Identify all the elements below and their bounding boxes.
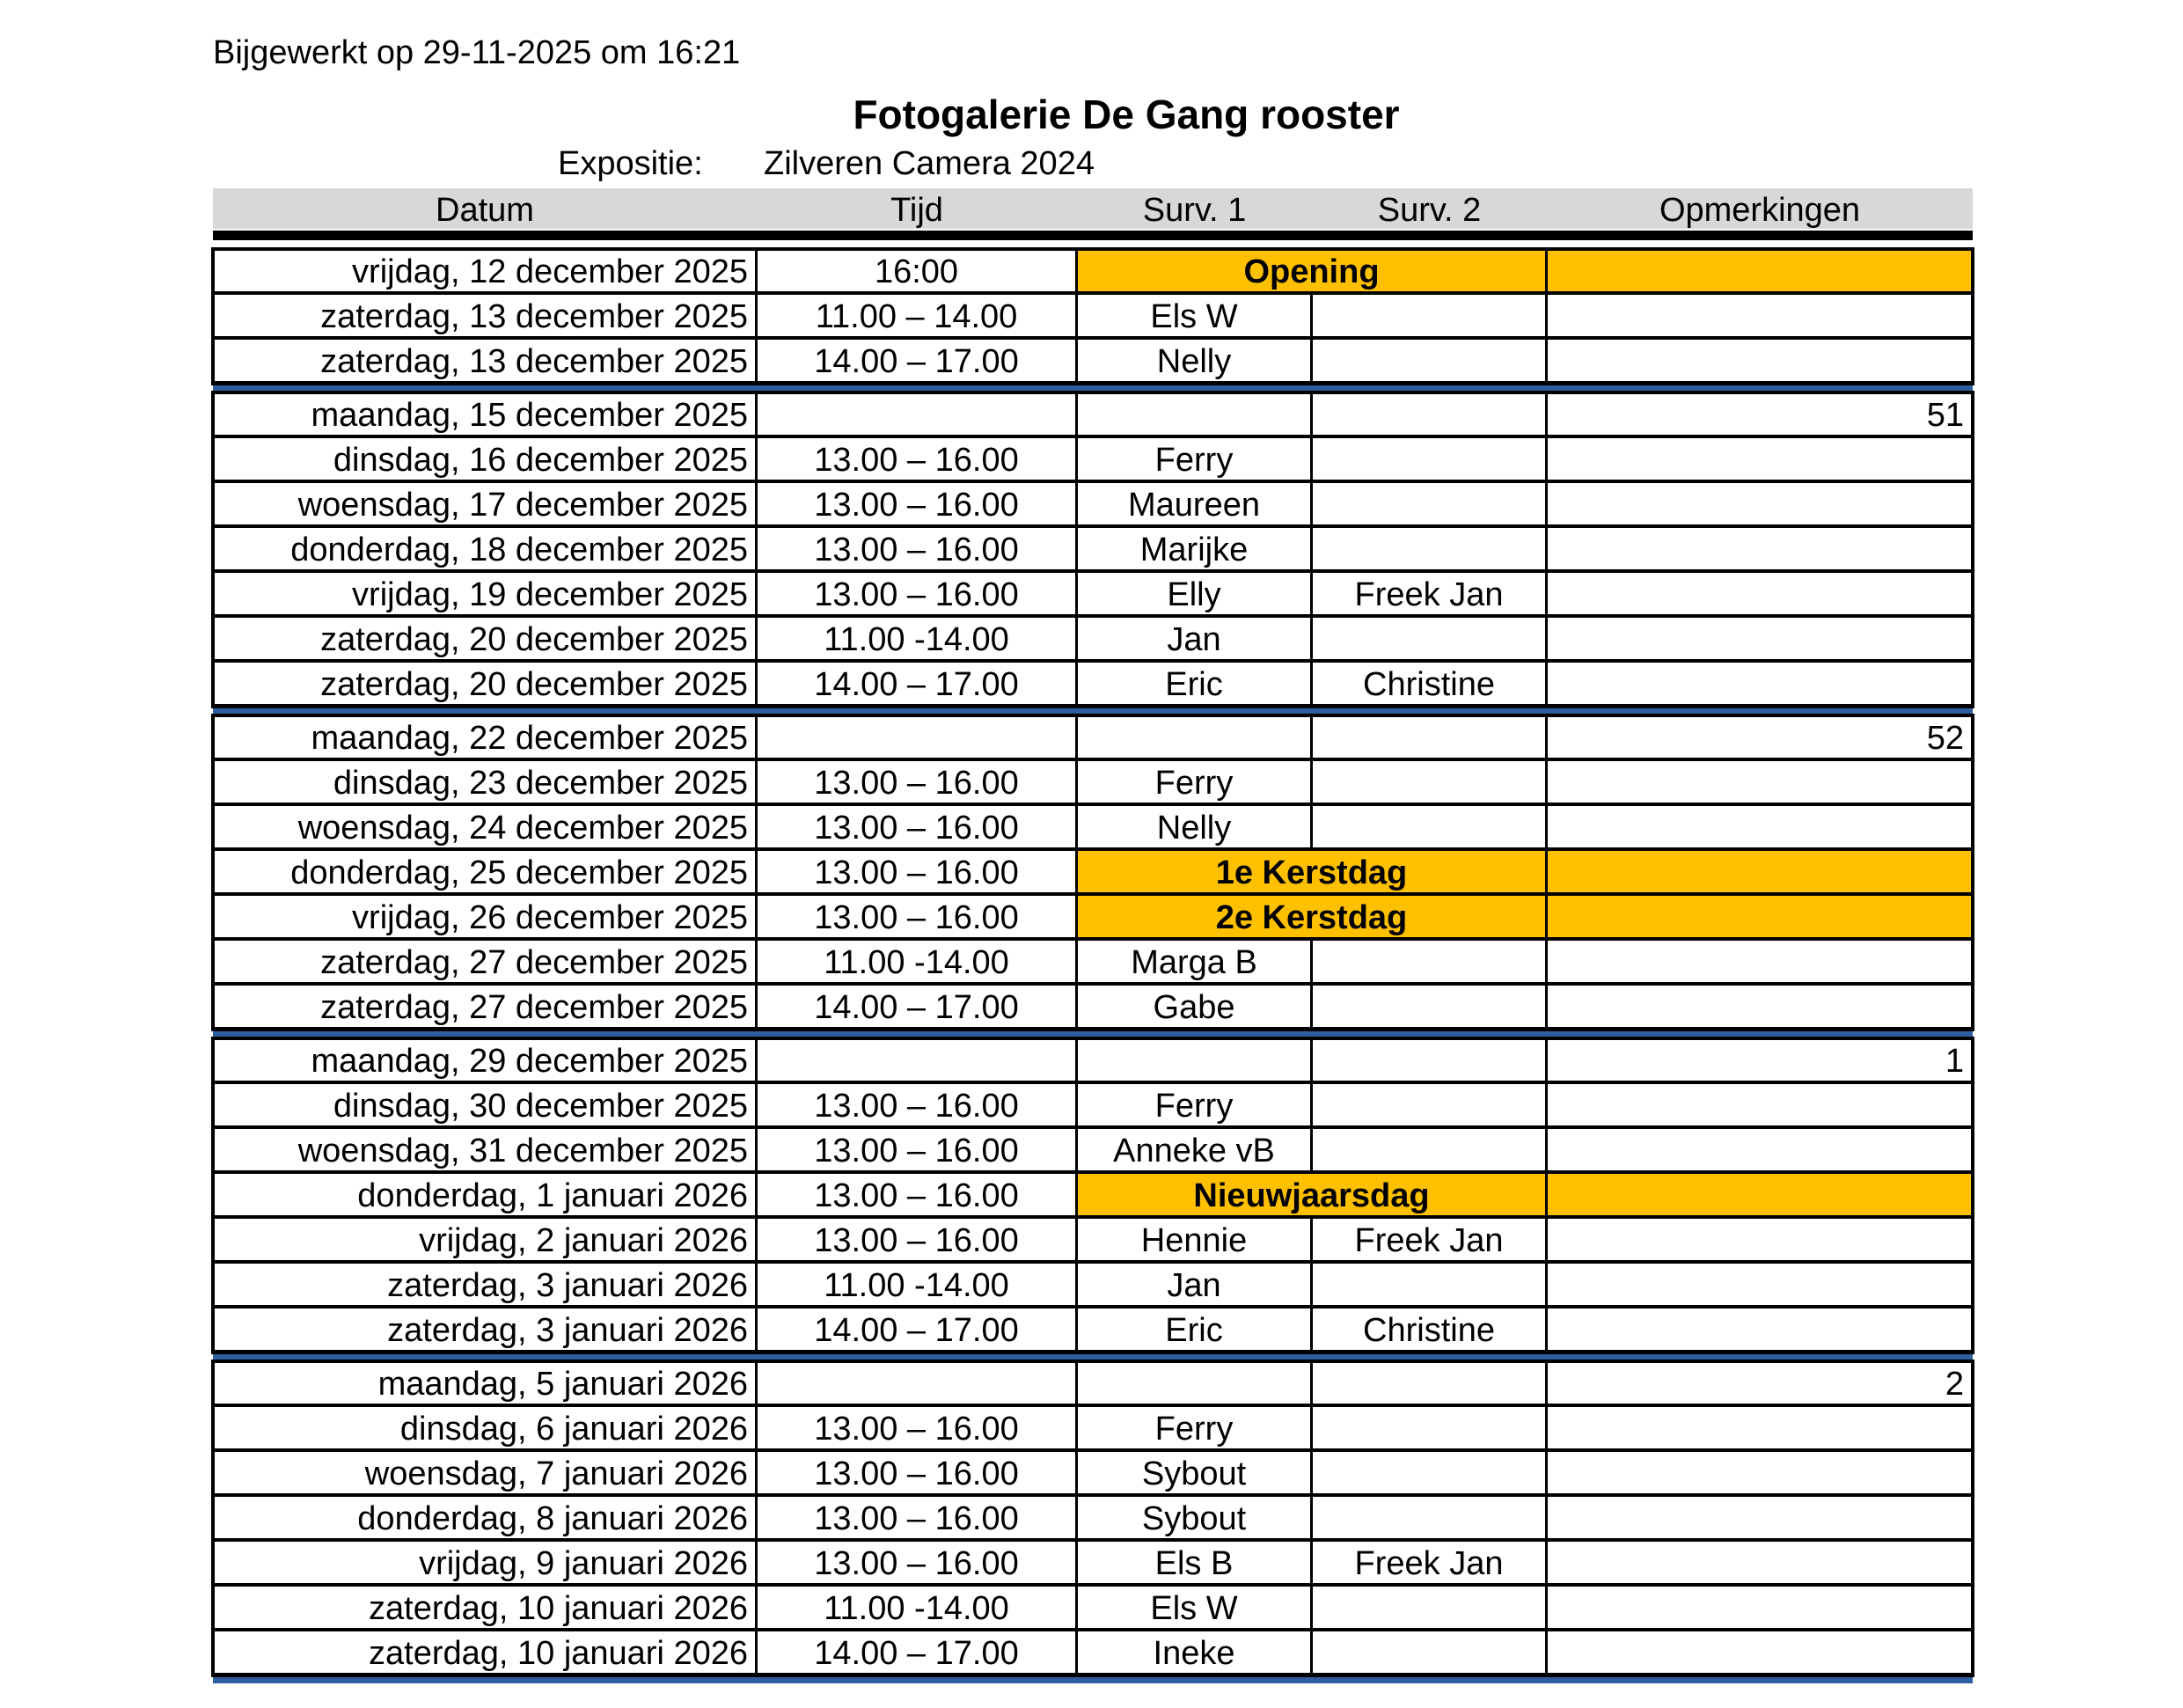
cell-tijd: 13.00 – 16.00 [756,804,1077,849]
cell-opmerkingen [1546,759,1973,804]
cell-surv1: Jan [1076,1262,1312,1307]
cell-tijd: 13.00 – 16.00 [756,1082,1077,1127]
table-row [213,895,1973,940]
table-row [213,437,1973,482]
cell-datum: vrijdag, 19 december 2025 [212,571,757,616]
cell-surv1: Sybout [1076,1495,1312,1540]
cell-tijd [756,392,1077,436]
cell-merged-event: Nieuwjaarsdag [1076,1172,1547,1217]
cell-surv1: Eric [1076,661,1312,706]
cell-surv2: Freek Jan [1311,1540,1547,1585]
cell-tijd [756,1360,1077,1405]
cell-opmerkingen [1546,661,1973,706]
week-separator [213,385,1973,392]
cell-surv1: Ferry [1076,759,1312,804]
table-row [213,1451,1973,1496]
cell-tijd: 14.00 – 17.00 [756,338,1077,383]
cell-tijd: 14.00 – 17.00 [756,1630,1077,1675]
cell-tijd: 11.00 -14.00 [756,1262,1077,1307]
cell-tijd [756,715,1077,759]
cell-tijd: 13.00 – 16.00 [756,1450,1077,1495]
table-row [213,662,1973,707]
column-header-surv2: Surv. 2 [1377,192,1482,229]
table-row [213,527,1973,572]
cell-opmerkingen [1546,293,1973,338]
table-row [213,1263,1973,1308]
column-header-opmerkingen: Opmerkingen [1659,192,1861,229]
cell-surv1: Nelly [1076,804,1312,849]
column-header-tijd: Tijd [890,192,943,229]
cell-surv1: Els W [1076,1585,1312,1630]
cell-opmerkingen [1546,526,1973,571]
table-row [213,1038,1973,1083]
table-row [213,850,1973,895]
cell-surv2 [1311,715,1547,759]
cell-surv1: Jan [1076,616,1312,661]
updated-timestamp: Bijgewerkt op 29-11-2025 om 16:21 [213,34,741,71]
table-row [213,1218,1973,1263]
cell-merged-event: Opening [1076,248,1547,293]
cell-datum: woensdag, 31 december 2025 [212,1127,757,1172]
cell-surv1: Gabe [1076,984,1312,1029]
cell-datum: vrijdag, 2 januari 2026 [212,1217,757,1262]
cell-opmerkingen [1546,1262,1973,1307]
cell-opmerkingen [1546,894,1973,939]
cell-tijd: 13.00 – 16.00 [756,1495,1077,1540]
cell-datum: dinsdag, 30 december 2025 [212,1082,757,1127]
page-title: Fotogalerie De Gang rooster [853,92,1400,137]
cell-tijd: 14.00 – 17.00 [756,661,1077,706]
cell-surv1 [1076,392,1312,436]
cell-tijd: 11.00 -14.00 [756,616,1077,661]
table-row [213,1541,1973,1586]
cell-datum: zaterdag, 10 januari 2026 [212,1630,757,1675]
cell-datum: zaterdag, 13 december 2025 [212,338,757,383]
cell-opmerkingen: 52 [1546,715,1973,759]
cell-opmerkingen: 51 [1546,392,1973,436]
cell-datum: dinsdag, 16 december 2025 [212,436,757,481]
cell-opmerkingen [1546,436,1973,481]
cell-tijd: 13.00 – 16.00 [756,436,1077,481]
cell-datum: maandag, 5 januari 2026 [212,1360,757,1405]
cell-datum: woensdag, 17 december 2025 [212,481,757,526]
cell-datum: zaterdag, 3 januari 2026 [212,1307,757,1352]
cell-opmerkingen [1546,1450,1973,1495]
cell-surv2 [1311,759,1547,804]
cell-surv2 [1311,338,1547,383]
cell-surv2 [1311,804,1547,849]
cell-surv2 [1311,1405,1547,1450]
cell-surv1: Eric [1076,1307,1312,1352]
cell-surv2: Freek Jan [1311,1217,1547,1262]
cell-datum: dinsdag, 6 januari 2026 [212,1405,757,1450]
cell-surv2: Christine [1311,1307,1547,1352]
cell-datum: zaterdag, 13 december 2025 [212,293,757,338]
exposition-label: Expositie: [558,145,703,182]
cell-opmerkingen [1546,1307,1973,1352]
cell-tijd: 13.00 – 16.00 [756,1540,1077,1585]
cell-surv2 [1311,1037,1547,1082]
cell-surv1: Marga B [1076,939,1312,984]
cell-opmerkingen [1546,1082,1973,1127]
cell-surv2 [1311,481,1547,526]
cell-surv2 [1311,1495,1547,1540]
week-separator [213,1354,1973,1360]
table-row [213,1496,1973,1541]
cell-tijd: 13.00 – 16.00 [756,1405,1077,1450]
cell-opmerkingen [1546,1630,1973,1675]
table-row [213,715,1973,760]
table-row [213,617,1973,662]
cell-datum: zaterdag, 10 januari 2026 [212,1585,757,1630]
table-row [213,1631,1973,1675]
table-row [213,1083,1973,1128]
table-row [213,1173,1973,1218]
week-separator [213,708,1973,715]
table-row [213,392,1973,437]
cell-datum: donderdag, 1 januari 2026 [212,1172,757,1217]
cell-opmerkingen [1546,984,1973,1029]
cell-surv1: Anneke vB [1076,1127,1312,1172]
table-row [213,339,1973,384]
cell-surv2 [1311,436,1547,481]
cell-surv2 [1311,293,1547,338]
cell-tijd: 13.00 – 16.00 [756,759,1077,804]
cell-surv2 [1311,1127,1547,1172]
cell-tijd: 13.00 – 16.00 [756,894,1077,939]
cell-surv1: Ferry [1076,436,1312,481]
cell-opmerkingen [1546,481,1973,526]
cell-datum: maandag, 22 december 2025 [212,715,757,759]
cell-surv2 [1311,1585,1547,1630]
cell-opmerkingen [1546,248,1973,293]
column-header-surv1: Surv. 1 [1142,192,1247,229]
cell-surv2 [1311,616,1547,661]
cell-surv2 [1311,1450,1547,1495]
cell-surv1: Nelly [1076,338,1312,383]
cell-opmerkingen [1546,1540,1973,1585]
cell-surv1: Els B [1076,1540,1312,1585]
cell-surv2 [1311,939,1547,984]
cell-tijd: 13.00 – 16.00 [756,1127,1077,1172]
cell-surv1: Ineke [1076,1630,1312,1675]
cell-datum: zaterdag, 27 december 2025 [212,939,757,984]
cell-surv1: Els W [1076,293,1312,338]
cell-surv2 [1311,1262,1547,1307]
cell-surv2 [1311,392,1547,436]
table-row [213,1128,1973,1173]
table-row [213,760,1973,805]
table-row [213,572,1973,617]
cell-datum: zaterdag, 20 december 2025 [212,661,757,706]
table-row [213,294,1973,339]
table-row [213,1308,1973,1352]
table-row [213,805,1973,850]
cell-opmerkingen [1546,1127,1973,1172]
cell-surv2 [1311,526,1547,571]
column-header-datum: Datum [436,192,534,229]
cell-tijd: 16:00 [756,248,1077,293]
table-row [213,940,1973,985]
cell-surv2 [1311,984,1547,1029]
table-row [213,985,1973,1030]
cell-merged-event: 1e Kerstdag [1076,849,1547,894]
week-separator [213,1031,1973,1037]
cell-opmerkingen [1546,1495,1973,1540]
table-row [213,1406,1973,1451]
cell-surv1 [1076,1037,1312,1082]
table-row [213,482,1973,527]
cell-datum: woensdag, 7 januari 2026 [212,1450,757,1495]
cell-datum: maandag, 29 december 2025 [212,1037,757,1082]
cell-datum: donderdag, 25 december 2025 [212,849,757,894]
cell-datum: dinsdag, 23 december 2025 [212,759,757,804]
cell-datum: vrijdag, 26 december 2025 [212,894,757,939]
cell-opmerkingen [1546,939,1973,984]
cell-tijd: 11.00 -14.00 [756,1585,1077,1630]
cell-opmerkingen: 2 [1546,1360,1973,1405]
table-row [213,1586,1973,1631]
cell-merged-event: 2e Kerstdag [1076,894,1547,939]
cell-datum: donderdag, 18 december 2025 [212,526,757,571]
cell-surv1 [1076,715,1312,759]
cell-surv1: Sybout [1076,1450,1312,1495]
cell-tijd: 14.00 – 17.00 [756,1307,1077,1352]
cell-tijd: 13.00 – 16.00 [756,526,1077,571]
cell-surv2 [1311,1360,1547,1405]
cell-opmerkingen [1546,1405,1973,1450]
table-row [213,1361,1973,1406]
cell-surv1: Hennie [1076,1217,1312,1262]
cell-datum: zaterdag, 27 december 2025 [212,984,757,1029]
cell-opmerkingen [1546,849,1973,894]
cell-opmerkingen [1546,338,1973,383]
cell-opmerkingen: 1 [1546,1037,1973,1082]
cell-surv1: Ferry [1076,1082,1312,1127]
cell-opmerkingen [1546,616,1973,661]
table-row [213,249,1973,294]
cell-datum: woensdag, 24 december 2025 [212,804,757,849]
cell-surv1: Ferry [1076,1405,1312,1450]
cell-tijd: 14.00 – 17.00 [756,984,1077,1029]
cell-surv1: Maureen [1076,481,1312,526]
cell-datum: vrijdag, 12 december 2025 [212,248,757,293]
cell-datum: donderdag, 8 januari 2026 [212,1495,757,1540]
cell-surv2: Christine [1311,661,1547,706]
cell-opmerkingen [1546,571,1973,616]
cell-tijd: 13.00 – 16.00 [756,1217,1077,1262]
cell-datum: vrijdag, 9 januari 2026 [212,1540,757,1585]
cell-tijd: 13.00 – 16.00 [756,481,1077,526]
cell-surv1: Elly [1076,571,1312,616]
cell-surv2 [1311,1630,1547,1675]
cell-surv1 [1076,1360,1312,1405]
cell-tijd: 13.00 – 16.00 [756,849,1077,894]
cell-surv1: Marijke [1076,526,1312,571]
table-header [213,188,1973,229]
cell-opmerkingen [1546,804,1973,849]
cell-tijd: 13.00 – 16.00 [756,1172,1077,1217]
cell-datum: maandag, 15 december 2025 [212,392,757,436]
cell-tijd [756,1037,1077,1082]
cell-opmerkingen [1546,1172,1973,1217]
exposition-value: Zilveren Camera 2024 [764,145,1095,182]
cell-opmerkingen [1546,1217,1973,1262]
cell-surv2: Freek Jan [1311,571,1547,616]
cell-tijd: 13.00 – 16.00 [756,571,1077,616]
cell-tijd: 11.00 -14.00 [756,939,1077,984]
cell-surv2 [1311,1082,1547,1127]
cell-opmerkingen [1546,1585,1973,1630]
week-separator [213,1677,1973,1683]
cell-datum: zaterdag, 20 december 2025 [212,616,757,661]
header-divider [213,231,1973,240]
cell-tijd: 11.00 – 14.00 [756,293,1077,338]
cell-datum: zaterdag, 3 januari 2026 [212,1262,757,1307]
